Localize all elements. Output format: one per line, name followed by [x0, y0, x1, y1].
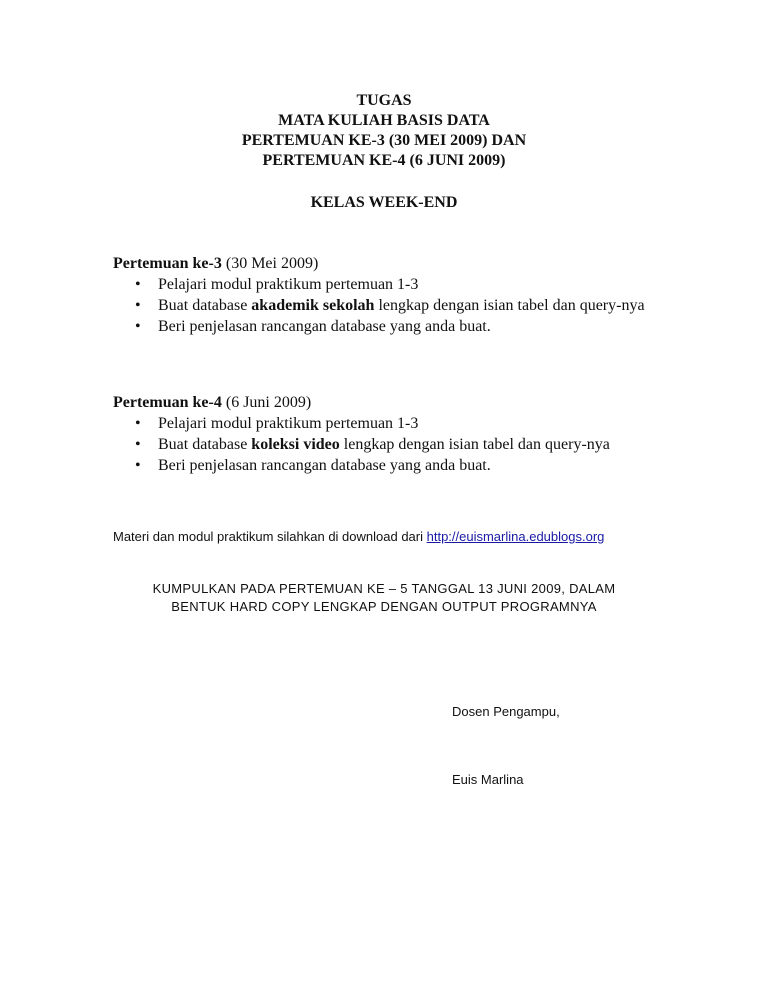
item-text-after: lengkap dengan isian tabel dan query-nya	[374, 297, 645, 314]
bullet-icon: •	[135, 415, 141, 432]
title-line-4: PERTEMUAN KE-4 (6 JUNI 2009)	[262, 152, 506, 169]
section-pertemuan-4	[113, 392, 713, 476]
item-text: Pelajari modul praktikum pertemuan 1-3	[158, 276, 419, 293]
submission-note	[0, 580, 768, 616]
materi-note	[113, 528, 604, 546]
item-text-after: lengkap dengan isian tabel dan query-nya	[339, 436, 610, 453]
item-bold-text: akademik sekolah	[251, 297, 375, 314]
submission-line-2: BENTUK HARD COPY LENGKAP DENGAN OUTPUT PROGRAMNYA	[171, 599, 597, 614]
signature-name: Euis Marlina	[452, 772, 524, 787]
task-list	[113, 274, 713, 337]
section-heading	[113, 253, 713, 274]
section-heading	[113, 392, 713, 413]
item-text: Buat database	[158, 297, 252, 314]
section-heading-date: (30 Mei 2009)	[221, 255, 319, 272]
title-line-2: MATA KULIAH BASIS DATA	[278, 112, 490, 129]
submission-line-1: KUMPULKAN PADA PERTEMUAN KE – 5 TANGGAL 13 JUNI 2009, DALAM	[152, 581, 616, 596]
item-text: Pelajari modul praktikum pertemuan 1-3	[158, 415, 419, 432]
section-pertemuan-3	[113, 253, 713, 337]
title-line-1: TUGAS	[356, 92, 412, 109]
bullet-icon: •	[135, 318, 141, 335]
list-item	[113, 295, 713, 316]
section-heading-title: Pertemuan ke-3	[113, 255, 222, 272]
bullet-icon: •	[135, 297, 141, 314]
list-item	[113, 455, 713, 476]
section-heading-title: Pertemuan ke-4	[113, 394, 222, 411]
kelas-heading: KELAS WEEK-END	[310, 194, 458, 211]
item-text: Beri penjelasan rancangan database yang anda buat.	[158, 457, 491, 474]
materi-text: Materi dan modul praktikum silahkan di download dari	[113, 529, 427, 544]
list-item	[113, 316, 713, 337]
bullet-icon: •	[135, 436, 141, 453]
document-title	[0, 91, 768, 171]
task-list	[113, 413, 713, 476]
item-bold-text: koleksi video	[251, 436, 340, 453]
signature-role: Dosen Pengampu,	[452, 704, 560, 719]
list-item	[113, 434, 713, 455]
list-item	[113, 413, 713, 434]
item-text: Beri penjelasan rancangan database yang anda buat.	[158, 318, 491, 335]
list-item	[113, 274, 713, 295]
title-line-3: PERTEMUAN KE-3 (30 MEI 2009) DAN	[241, 132, 527, 149]
section-heading-date: (6 Juni 2009)	[221, 394, 312, 411]
item-text: Buat database	[158, 436, 252, 453]
bullet-icon: •	[135, 457, 141, 474]
download-link[interactable]: http://euismarlina.edublogs.org	[426, 529, 605, 544]
bullet-icon: •	[135, 276, 141, 293]
